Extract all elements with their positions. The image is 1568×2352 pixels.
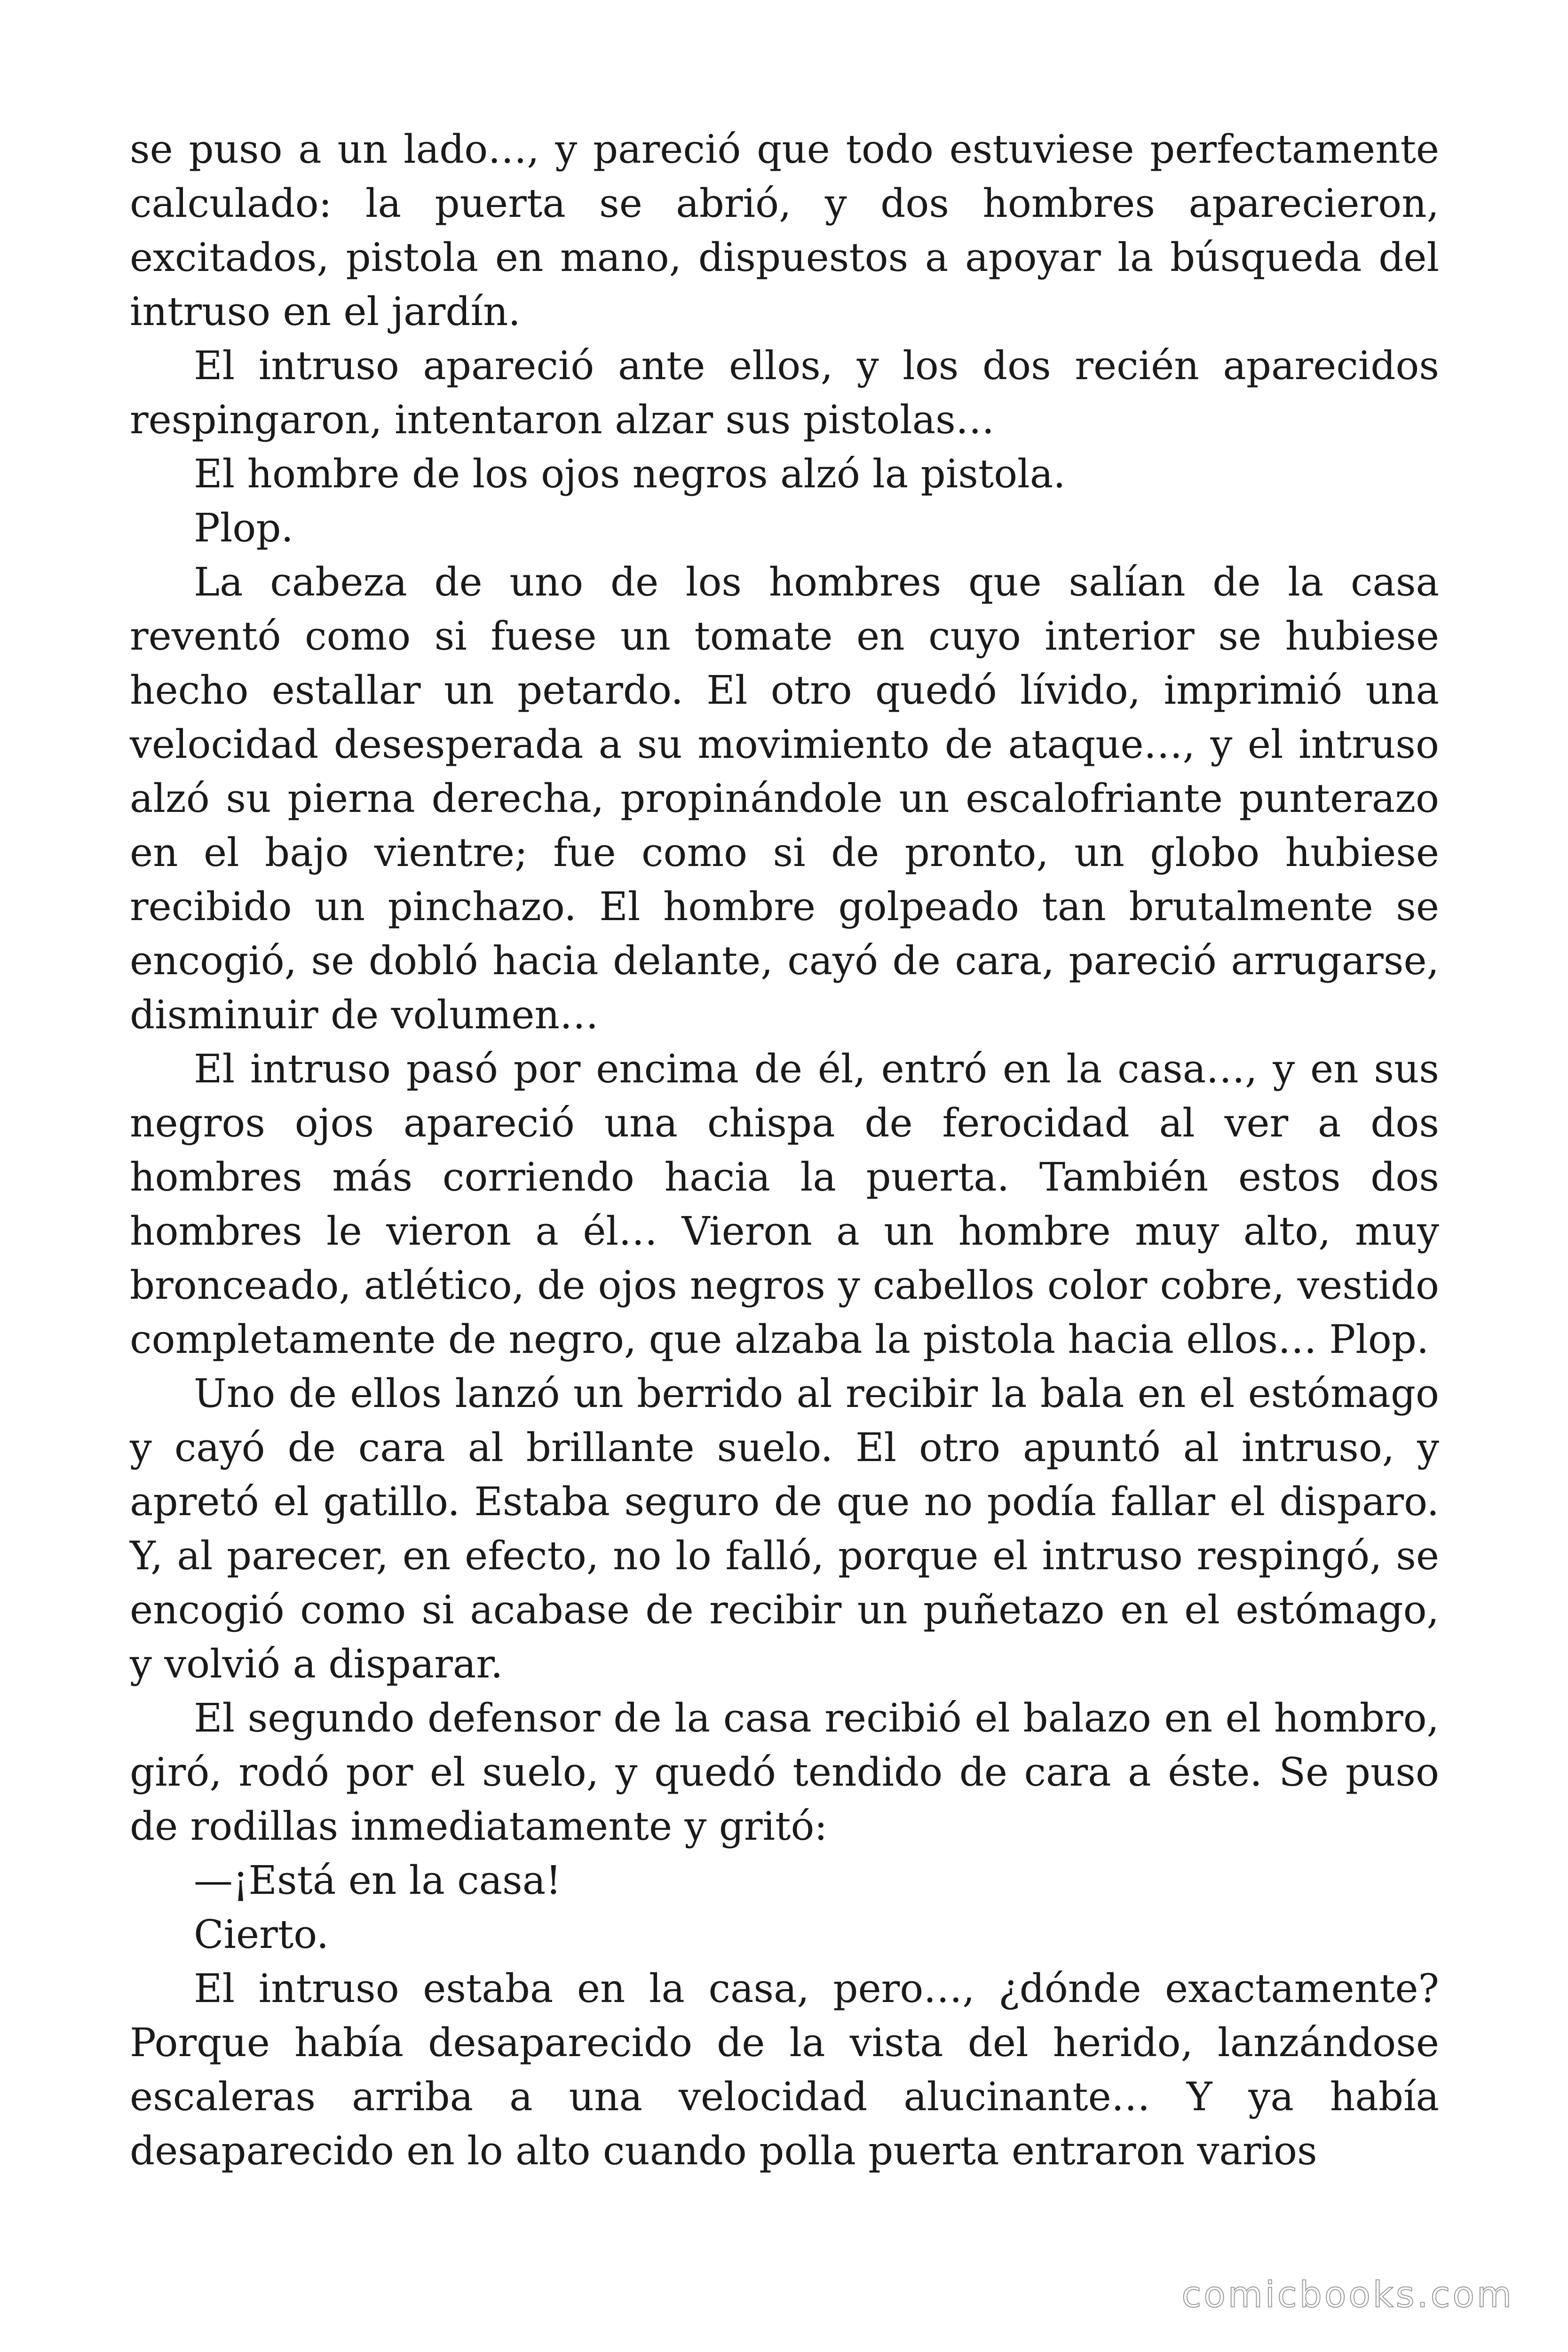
paragraph-2: El intruso apareció ante ellos, y los dos recién aparecidos respingaron, intentaron alzar sus pistolas… <box>130 343 1439 443</box>
watermark: comicbooks.com <box>1181 2273 1514 2315</box>
paragraph-11: El intruso estaba en la casa, pero…, ¿dónde exactamente? Porque había desaparecido de la vista del herido, lanzándose escaleras arriba a una velocidad alucinante… Y ya había desaparecido en lo alto cuando polla puerta entraron varios <box>130 1966 1439 2174</box>
paragraph-10: Cierto. <box>194 1912 329 1957</box>
paragraph-1: se puso a un lado…, y pareció que todo estuviese perfectamente calculado: la puerta se abrió, y dos hombres aparecieron, excitados, pistola en mano, dispuestos a apoyar la búsqueda del intruso en el jardín. <box>130 127 1439 334</box>
paragraph-6: El intruso pasó por encima de él, entró en la casa…, y en sus negros ojos apareció una chispa de ferocidad al ver a dos hombres más corriendo hacia la puerta. También estos dos hombres le vieron a él… Vieron a un hombre muy alto, muy bronceado, atlético, de ojos negros y cabellos color cobre, vestido completamente de negro, que alzaba la pistola hacia ellos… Plop. <box>130 1046 1439 1362</box>
paragraph-7: Uno de ellos lanzó un berrido al recibir la bala en el estómago y cayó de cara al brillante suelo. El otro apuntó al intruso, y apretó el gatillo. Estaba seguro de que no podía fallar el disparo. Y, al parecer, en efecto, no lo falló, porque el intruso respingó, se encogió como si acabase de recibir un puñetazo en el estómago, y volvió a disparar. <box>130 1371 1439 1687</box>
paragraph-8: El segundo defensor de la casa recibió el balazo en el hombro, giró, rodó por el suelo, y quedó tendido de cara a éste. Se puso de rodillas inmediatamente y gritó: <box>130 1695 1439 1849</box>
paragraph-3: El hombre de los ojos negros alzó la pistola. <box>194 451 1066 497</box>
paragraph-9: —¡Está en la casa! <box>194 1858 562 1903</box>
paragraph-5: La cabeza de uno de los hombres que salían de la casa reventó como si fuese un tomate en cuyo interior se hubiese hecho estallar un petardo. El otro quedó lívido, imprimió una velocidad desesperada a su movimiento de ataque…, y el intruso alzó su pierna derecha, propinándole un escalofriante punterazo en el bajo vientre; fue como si de pronto, un globo hubiese recibido un pinchazo. El hombre golpeado tan brutalmente se encogió, se dobló hacia delante, cayó de cara, pareció arrugarse, disminuir de volumen… <box>130 559 1439 1038</box>
body-text <box>130 122 1439 2178</box>
paragraph-4: Plop. <box>194 505 293 551</box>
